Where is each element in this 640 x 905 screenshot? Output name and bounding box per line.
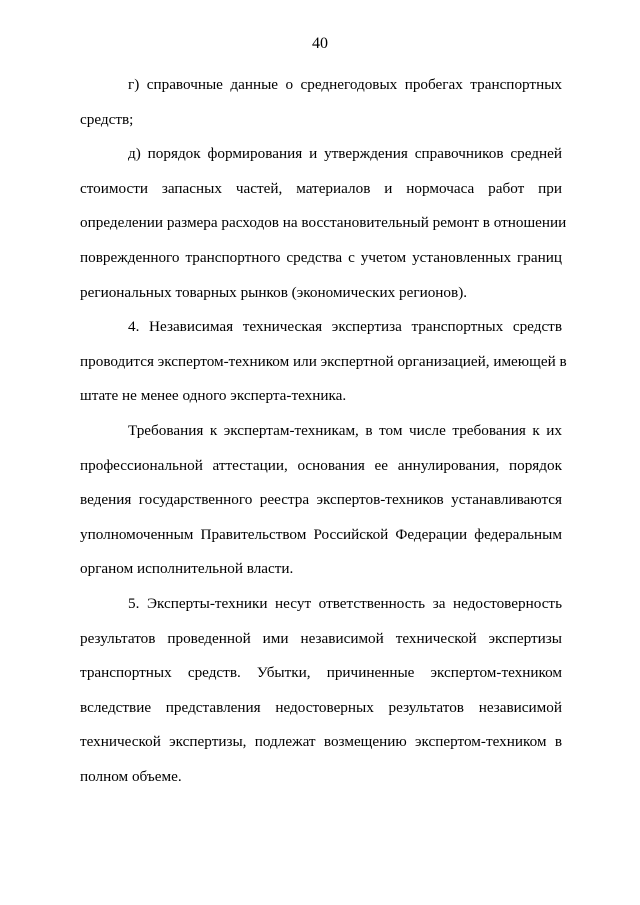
text-line: результатов проведенной ими независимой технической экспертизы — [80, 629, 562, 647]
text-line: средств; — [80, 110, 134, 128]
text-line: Требования к экспертам-техникам, в том числе требования к их — [128, 421, 562, 439]
text-line: проводится экспертом-техником или экспертной организацией, имеющей в — [80, 352, 567, 370]
paragraph-requirements — [80, 414, 562, 587]
text-line: д) порядок формирования и утверждения справочников средней — [128, 145, 562, 163]
text-line: поврежденного транспортного средства с учетом установленных границ — [80, 248, 562, 266]
text-line: г) справочные данные о среднегодовых пробегах транспортных — [128, 76, 562, 93]
text-line: уполномоченным Правительством Российской Федерации федеральным — [80, 525, 562, 543]
paragraph-d — [80, 137, 567, 310]
text-line: определении размера расходов на восстановительный ремонт в отношении — [80, 214, 567, 232]
document-body — [80, 68, 567, 794]
paragraph-5 — [80, 587, 562, 795]
page-number: 40 — [312, 35, 328, 52]
text-line: профессиональной аттестации, основания ее аннулирования, порядок — [80, 456, 562, 474]
text-line: 4. Независимая техническая экспертиза транспортных средств — [128, 318, 562, 336]
text-line: штате не менее одного эксперта-техника. — [80, 387, 347, 405]
paragraph-g — [80, 68, 562, 137]
text-line: полном объеме. — [80, 767, 182, 785]
text-line: региональных товарных рынков (экономических регионов). — [80, 283, 468, 301]
text-line: вследствие представления недостоверных результатов независимой — [80, 698, 562, 716]
text-line: транспортных средств. Убытки, причиненные экспертом-техником — [80, 664, 562, 682]
paragraph-4 — [80, 310, 567, 414]
text-line: стоимости запасных частей, материалов и нормочаса работ при — [80, 179, 562, 197]
text-line: органом исполнительной власти. — [80, 560, 294, 578]
text-line: 5. Эксперты-техники несут ответственность за недостоверность — [128, 594, 562, 612]
text-line: технической экспертизы, подлежат возмещению экспертом-техником в — [80, 733, 562, 751]
text-line: ведения государственного реестра экспертов-техников устанавливаются — [80, 491, 562, 509]
